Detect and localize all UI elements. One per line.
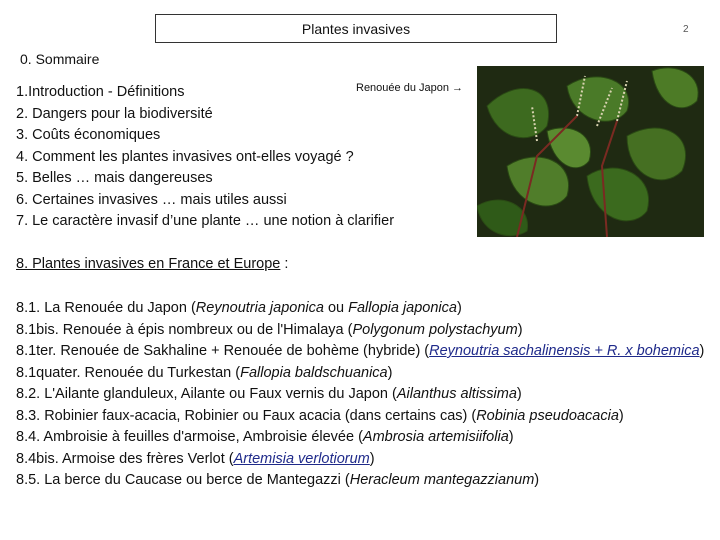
list-item (16, 341, 706, 363)
item-text: ) (517, 321, 523, 338)
item-text: ) (369, 450, 375, 467)
item-text: 8.1bis. Renouée à épis nombreux ou de l'Himalaya ( (16, 321, 353, 338)
toc-item: 1.Introduction - Définitions (16, 84, 185, 100)
item-text: ou (323, 300, 349, 316)
list-item (16, 384, 706, 406)
slide-title: Plantes invasives (301, 21, 411, 37)
item-text: ) (508, 429, 514, 445)
table-of-contents (16, 82, 394, 233)
list-item (16, 427, 706, 449)
scientific-name: Heracleum mantegazzianum (349, 472, 535, 488)
scientific-name: Fallopia baldschuanica (240, 364, 388, 381)
list-item (16, 320, 706, 342)
section-title: 0. Sommaire (20, 51, 100, 67)
toc-item: 7. Le caractère invasif d’une plante … une notion à clarifier (16, 213, 395, 229)
section-8-heading (16, 256, 288, 272)
scientific-name-link[interactable]: Artemisia verlotiorum (233, 450, 370, 467)
item-text: 8.4. Ambroisie à feuilles d'armoise, Ambroisie élevée ( (16, 429, 363, 445)
scientific-name: Ailanthus altissima (396, 386, 517, 402)
item-text: 8.5. La berce du Caucase ou berce de Mantegazzi ( (16, 472, 350, 488)
item-text: ) (618, 407, 624, 424)
item-text: ) (699, 343, 705, 359)
section-8-title: 8. Plantes invasives en France et Europe (16, 256, 281, 272)
scientific-name: Robinia pseudoacacia (476, 407, 619, 424)
page-number: 2 (683, 24, 689, 35)
toc-item: 4. Comment les plantes invasives ont-elles voyagé ? (16, 148, 354, 165)
list-item (16, 470, 706, 492)
item-text: ) (456, 300, 462, 316)
scientific-name: Ambrosia artemisiifolia (362, 429, 509, 445)
scientific-name: Polygonum polystachyum (352, 321, 518, 338)
section-8-suffix: : (280, 256, 289, 272)
scientific-name-link[interactable]: Reynoutria sachalinensis + R. x bohemica (429, 343, 700, 359)
scientific-name: Reynoutria japonica (195, 300, 324, 316)
list-item (16, 298, 706, 320)
list-item (16, 363, 706, 385)
toc-item: 3. Coûts économiques (16, 127, 161, 143)
item-text: 8.3. Robinier faux-acacia, Robinier ou Faux acacia (dans certains cas) ( (16, 407, 477, 424)
item-text: ) (516, 386, 522, 402)
slide-title-box (155, 14, 557, 43)
scientific-name: Fallopia japonica (348, 300, 457, 316)
item-text: 8.1ter. Renouée de Sakhaline + Renouée de bohème (hybride) ( (16, 343, 430, 359)
photo-caption-text: Renouée du Japon (356, 82, 449, 94)
item-text: 8.1. La Renouée du Japon ( (16, 300, 196, 316)
toc-item: 5. Belles … mais dangereuses (16, 170, 213, 186)
item-text: 8.4bis. Armoise des frères Verlot ( (16, 450, 234, 467)
item-text: ) (387, 364, 393, 381)
item-text: ) (534, 472, 540, 488)
toc-item: 6. Certaines invasives … mais utiles aussi (16, 191, 287, 208)
list-item (16, 406, 706, 428)
list-item (16, 449, 706, 471)
subsection-list (16, 298, 706, 492)
plant-photo (477, 66, 704, 237)
item-text: 8.2. L'Ailante glanduleux, Ailante ou Faux vernis du Japon ( (16, 386, 397, 402)
arrow-right-icon: → (452, 82, 464, 94)
toc-item: 2. Dangers pour la biodiversité (16, 105, 213, 122)
item-text: 8.1quater. Renouée du Turkestan ( (16, 364, 241, 381)
